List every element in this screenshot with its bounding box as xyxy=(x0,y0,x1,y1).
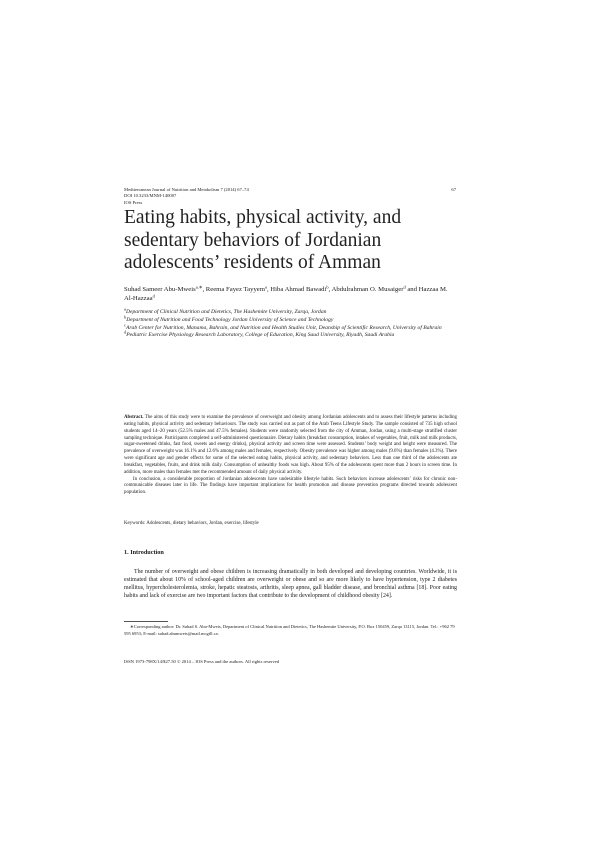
affiliation-text: Department of Clinical Nutrition and Dietetics, The Hashemite University, Zarqa, Jordan xyxy=(125,309,327,315)
author-separator: , xyxy=(328,286,332,293)
author-affiliation-marker: d xyxy=(152,293,155,299)
author-name: Hazzaa M. Al-Hazzaa xyxy=(124,286,448,303)
affiliation-list xyxy=(124,306,456,340)
author-separator: , xyxy=(266,286,271,293)
author-separator: , xyxy=(202,286,206,293)
affiliation-item xyxy=(124,329,456,340)
author-affiliation-marker: d xyxy=(403,284,406,290)
author-affiliation-marker: a,∗ xyxy=(195,284,203,290)
keywords: Keywords: Adolescents, dietary behaviors, Jordan, exercise, lifestyle xyxy=(124,521,259,526)
author-name: Hiba Ahmad Bawadi xyxy=(270,286,327,293)
journal-line: Mediterranean Journal of Nutrition and Metabolism 7 (2014) 67–74 xyxy=(124,187,249,192)
corresponding-author-footnote: ∗Corresponding author: Dr. Suhad S. Abu-Mweis, Department of Clinical Nutrition and Dietetics, The Hashemite University, P.O. Box 150459, Zarqa 13115, Jordan. Tel.: +962 79 595 6953; E-mail: suhad.abumweis@mail.mcgill.ca. xyxy=(124,624,455,636)
paper-title: Eating habits, physical activity, and sedentary behaviors of Jordanian adolescents’ residents of Amman xyxy=(124,207,402,273)
affiliation-item xyxy=(124,314,456,325)
author-affiliation-marker: a xyxy=(264,284,267,290)
section-heading-introduction: 1. Introduction xyxy=(124,549,164,556)
introduction-paragraph: The number of overweight and obese children is increasing dramatically in both developed and developing countries. Worldwide, it is estimated that about 10% of school-aged children are overweight or obese and so are more likely to have hypertension, type 2 diabetes mellitus, hypercholesterolemia, stroke, hepatic steatosis, arthritis, sleep apnea, gall bladder disease, and bronchial asthma [18]. Poor eating habits and lack of exercise are two important factors that contribute to the development of childhood obesity [24]. xyxy=(124,569,457,600)
publisher-line: IOS Press xyxy=(124,199,143,205)
author-name: Suhad Sameer Abu-Mweis xyxy=(124,286,196,293)
abstract-label: Abstract. xyxy=(124,415,144,420)
affiliation-marker: b xyxy=(124,314,127,320)
author-name: Reema Fayez Tayyem xyxy=(205,286,265,293)
author-separator: and xyxy=(405,286,419,293)
abstract-paragraph-2: In conclusion, a considerable proportion of Jordanian adolescents have undesirable lifestyle habits. Such behaviors increase adolescents’ risks for chronic non-communicable diseases later in life. The findings have important implications for health promotion and disease prevention programs directed towards adolescent population. xyxy=(124,476,457,496)
doi-line: DOI 10.3233/MNM-140007 xyxy=(124,193,177,199)
abstract-paragraph-1 xyxy=(124,415,457,477)
page-number: 67 xyxy=(451,187,456,192)
affiliation-text: Pediatric Exercise Physiology Research Laboratory, College of Education, King Saud University, Riyadh, Saudi Arabia xyxy=(126,332,395,339)
author-list xyxy=(124,285,456,303)
affiliation-text: Arab Center for Nutrition, Manama, Bahrain, and Nutrition and Health Studies Unit, Deanship of Scientific Research, University of Bahrain xyxy=(125,324,442,331)
abstract-text-1: The aims of this study were to examine the prevalence of overweight and obesity among Jordanian adolescents and to assess their lifestyle patterns including eating habits, physical activity and sedentary behaviours. The study was carried out as part of the Arab Teens Lifestyle Study. The sample consisted of 735 high school students aged 14–20 years (52.5% males and 47.5% females). Students were randomly selected from the city of Amman, Jordan, using a multi-stage stratified cluster sampling technique. Participants completed a self-administered questionnaire. Dietary habits (breakfast consumption, intakes of vegetables, fruit, milk and milk products, sugar-sweetened drinks, fast food, sweets and energy drinks), physical activity and screen time were assessed. Students’ body weight and height were measured. The prevalence of overweight was 16.1% and 12.6% among males and females, respectively. Obesity prevalence was higher among males (9.6%) than females (4.3%). There were significant age and gender effects for some of the selected eating habits, physical activity, and sedentary behaviors. Less than one third of the adolescents ate breakfast, vegetables, fruits, and drink milk daily. Consumption of unhealthy foods was high. About 95% of the adolescents spent more than 2 hours in screen time. In addition, more males than females met the recommended amount of daily physical activity. xyxy=(124,415,458,475)
issn-line: ISSN 1973-798X/14/$27.50 © 2014 – IOS Press and the authors. All rights reserved xyxy=(124,659,280,664)
author-affiliation-marker: b xyxy=(326,284,329,290)
affiliation-text: Department of Nutrition and Food Technology Jordan University of Science and Technology xyxy=(126,316,334,323)
affiliation-marker: c xyxy=(124,322,126,327)
abstract xyxy=(124,415,457,497)
footnote-rule xyxy=(124,621,168,622)
author-name: Abdulrahman O. Musaiger xyxy=(331,286,404,293)
affiliation-marker: d xyxy=(124,329,127,335)
running-header xyxy=(124,187,456,206)
affiliation-marker: a xyxy=(124,306,126,312)
